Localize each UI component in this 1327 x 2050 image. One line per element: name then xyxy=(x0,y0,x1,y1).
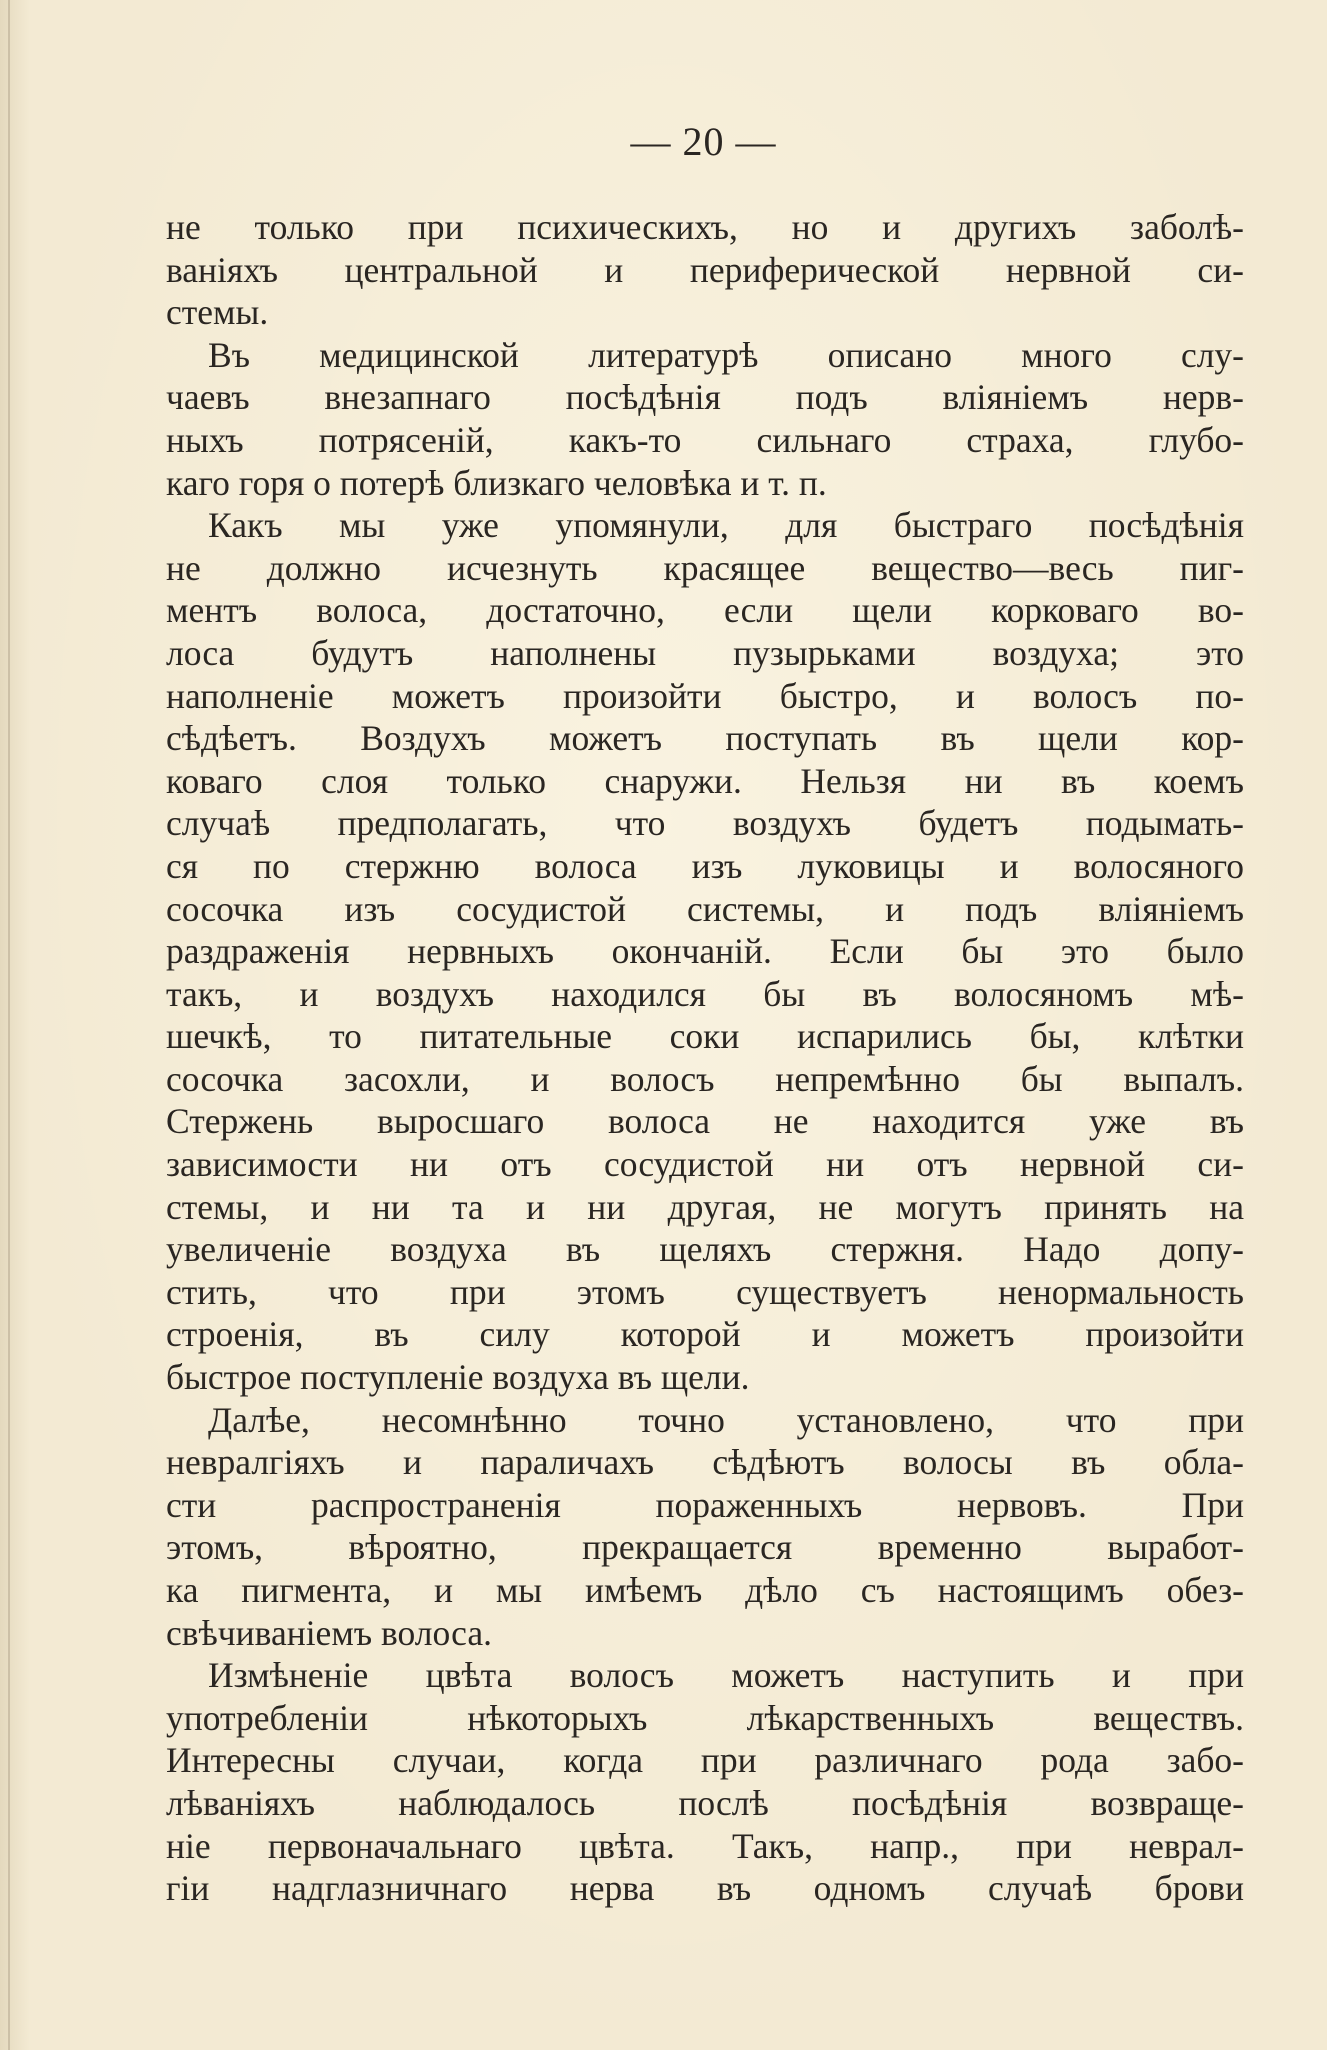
text-line: стить, что при этомъ существуетъ ненормальность xyxy=(166,1271,1244,1312)
text-line: сосочка изъ сосудистой системы, и подъ вліяніемъ xyxy=(166,888,1244,929)
text-line: увеличеніе воздуха въ щеляхъ стержня. Надо допу- xyxy=(166,1229,1244,1270)
text-line: сосочка засохли, и волосъ непремѣнно бы выпалъ. xyxy=(166,1058,1244,1099)
text-line: ся по стержню волоса изъ луковицы и волосяного xyxy=(166,845,1244,886)
text-line: стемы, и ни та и ни другая, не могутъ принять на xyxy=(166,1186,1244,1227)
body-text xyxy=(166,206,1244,1910)
text-line: не должно исчезнуть красящее вещество—весь пиг- xyxy=(166,547,1244,588)
text-line: Интересны случаи, когда при различнаго рода забо- xyxy=(166,1740,1244,1781)
text-line: ментъ волоса, достаточно, если щели корковаго во- xyxy=(166,590,1244,631)
text-line: зависимости ни отъ сосудистой ни отъ нервной си- xyxy=(166,1144,1244,1185)
text-line: раздраженія нервныхъ окончаній. Если бы это было xyxy=(166,931,1244,972)
text-line: сти распространенія пораженныхъ нервовъ. При xyxy=(166,1484,1244,1525)
text-line: наполненіе можетъ произойти быстро, и волосъ по- xyxy=(166,675,1244,716)
text-line: чаевъ внезапнаго посѣдѣнія подъ вліяніемъ нерв- xyxy=(166,377,1244,418)
text-line: лѣваніяхъ наблюдалось послѣ посѣдѣнія возвраще- xyxy=(166,1782,1244,1823)
text-line: быстрое поступленіе воздуха въ щели. xyxy=(166,1357,750,1398)
text-line: свѣчиваніемъ волоса. xyxy=(166,1612,492,1653)
text-line: лоса будутъ наполнены пузырьками воздуха; это xyxy=(166,632,1244,673)
text-line: Далѣе, несомнѣнно точно установлено, что при xyxy=(208,1399,1244,1440)
text-line: этомъ, вѣроятно, прекращается временно выработ- xyxy=(166,1527,1244,1568)
text-line: случаѣ предполагать, что воздухъ будетъ подымать- xyxy=(166,803,1244,844)
text-line: ныхъ потрясеній, какъ-то сильнаго страха, глубо- xyxy=(166,419,1244,460)
text-line: Какъ мы уже упомянули, для быстраго посѣдѣнія xyxy=(208,505,1244,546)
text-line: Измѣненіе цвѣта волосъ можетъ наступить и при xyxy=(208,1655,1244,1696)
text-line: ніе первоначальнаго цвѣта. Такъ, напр., при неврал- xyxy=(166,1825,1244,1866)
text-line: шечкѣ, то питательные соки испарились бы, клѣтки xyxy=(166,1016,1244,1057)
text-line: сѣдѣетъ. Воздухъ можетъ поступать въ щели кор- xyxy=(166,718,1244,759)
page-number: — 20 — xyxy=(630,119,777,164)
text-line: не только при психическихъ, но и другихъ заболѣ- xyxy=(166,207,1244,247)
text-line: строенія, въ силу которой и можетъ произойти xyxy=(166,1314,1244,1355)
text-line: ка пигмента, и мы имѣемъ дѣло съ настоящимъ обез- xyxy=(166,1570,1244,1610)
text-line: такъ, и воздухъ находился бы въ волосяномъ мѣ- xyxy=(166,973,1244,1014)
text-line: невралгіяхъ и параличахъ сѣдѣютъ волосы въ обла- xyxy=(166,1442,1244,1483)
text-line: гіи надглазничнаго нерва въ одномъ случаѣ брови xyxy=(166,1868,1244,1909)
text-line: каго горя о потерѣ близкаго человѣка и т. п. xyxy=(166,462,827,503)
text-line: ваніяхъ центральной и периферической нервной си- xyxy=(166,249,1244,290)
text-line: коваго слоя только снаружи. Нельзя ни въ коемъ xyxy=(166,760,1244,801)
text-line: употребленіи нѣкоторыхъ лѣкарственныхъ веществъ. xyxy=(166,1697,1244,1738)
text-line: стемы. xyxy=(166,292,269,333)
text-line: Стержень выросшаго волоса не находится уже въ xyxy=(166,1101,1244,1142)
page-edge-shadow xyxy=(8,0,10,2050)
text-line: Въ медицинской литературѣ описано много слу- xyxy=(208,334,1244,375)
